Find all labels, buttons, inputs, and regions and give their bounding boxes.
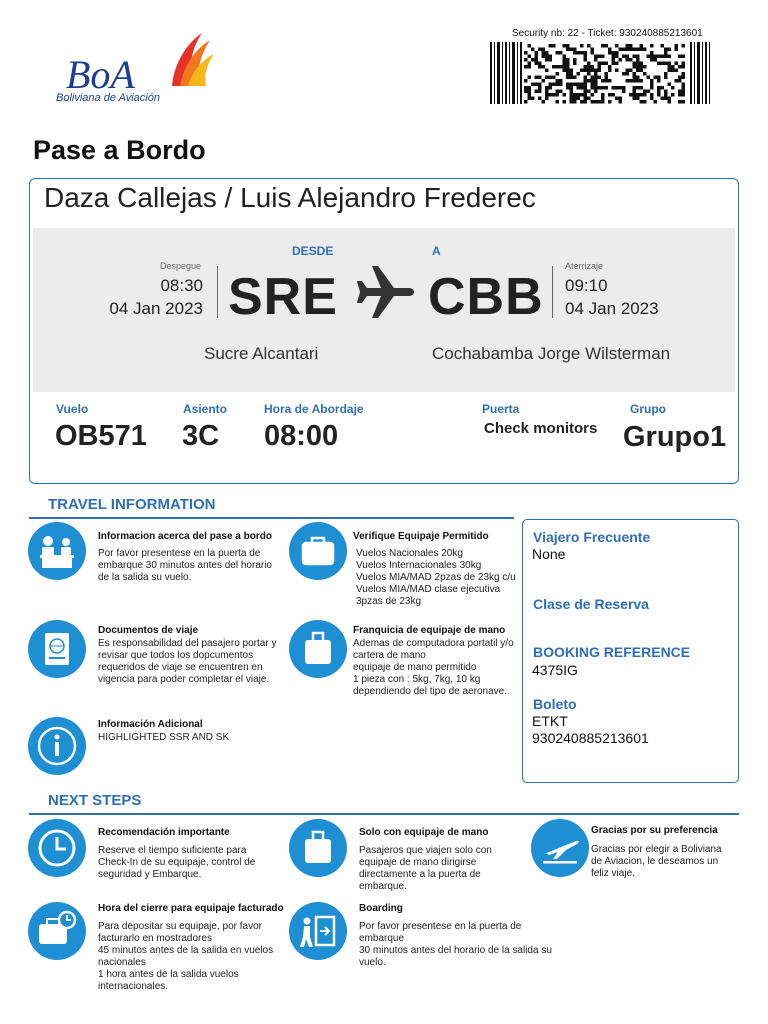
- booking-reference-label: BOOKING REFERENCE: [533, 644, 691, 660]
- hand-luggage-icon: [289, 819, 347, 877]
- item-title: Documentos de viaje: [98, 625, 199, 636]
- passenger-name: Daza Callejas / Luis Alejandro Frederec: [44, 182, 536, 213]
- seat-label: Asiento: [183, 402, 228, 416]
- to-label: A: [432, 244, 441, 258]
- next-steps-rule: [29, 813, 739, 815]
- travel-info-title: TRAVEL INFORMATION: [48, 496, 216, 513]
- boarding-gate-icon: [289, 902, 347, 960]
- departure-time: 08:30: [160, 276, 203, 295]
- item-title: Franquicia de equipaje de mano: [353, 625, 506, 636]
- item-title: Recomendación importante: [98, 827, 230, 838]
- passport-icon: [28, 620, 86, 678]
- booking-class-label: Clase de Reserva: [533, 596, 649, 612]
- item-text: Para depositar su equipaje, por favor facturarlo en mostradores 45 minutos antes de la salida en vuelos nacionales 1 hora antes de la salida vuelos internacionales.: [98, 921, 274, 992]
- group-label: Grupo: [630, 402, 666, 416]
- security-ticket-text: Security nb: 22 - Ticket: 930240885213601: [512, 28, 703, 39]
- item-text: Ademas de computadora portatil y/o cartera de mano equipaje de mano permitido 1 pieza con : 5kg, 7kg, 10 kg dependiendo del tipo de aeronave.: [353, 638, 514, 697]
- check-in-desk-icon: [28, 522, 86, 580]
- item-text: Gracias por elegir a Boliviana de Aviacion, le deseamos un feliz viaje.: [591, 844, 722, 879]
- from-label: DESDE: [292, 244, 334, 258]
- baggage-clock-icon: [28, 902, 86, 960]
- arrival-label: Aterrizaje: [565, 261, 604, 271]
- departure-divider: [217, 266, 218, 318]
- item-text: Pasajeros que viajen solo con equipaje de mano dirigirse directamente a la puerta de embarque.: [359, 845, 492, 892]
- flight-label: Vuelo: [56, 402, 89, 416]
- item-text: Vuelos Nacionales 20kg Vuelos Internacionales 30kg Vuelos MIA/MAD 2pzas de 23kg c/u Vuelos MIA/MAD clase ejecutiva 3pzas de 23kg: [356, 548, 516, 607]
- info-icon: [28, 717, 86, 775]
- page-title: Pase a Bordo: [33, 135, 206, 165]
- ticket-label: Boleto: [533, 696, 577, 712]
- origin-city: Sucre Alcantari: [204, 344, 319, 363]
- next-steps-title: NEXT STEPS: [48, 792, 142, 809]
- departure-date: 04 Jan 2023: [109, 299, 203, 318]
- boarding-time-label: Hora de Abordaje: [264, 402, 364, 416]
- boa-logo: [52, 28, 222, 112]
- ticket-number: 930240885213601: [532, 730, 649, 746]
- arrival-date: 04 Jan 2023: [565, 299, 659, 318]
- item-title: Información Adicional: [98, 719, 203, 730]
- destination-city: Cochabamba Jorge Wilsterman: [432, 344, 671, 363]
- item-title: Boarding: [359, 903, 403, 914]
- qr-barcode: [490, 42, 710, 104]
- group-value: Grupo1: [623, 421, 727, 453]
- item-text: Es responsabilidad del pasajero portar y revisar que todos los dopcumentos requeridos de viaje se encuentren en vigencia para poder completar el viaje.: [98, 638, 277, 685]
- clock-icon: [28, 819, 86, 877]
- arrival-time: 09:10: [565, 276, 608, 295]
- boarding-time-value: 08:00: [264, 420, 339, 452]
- airplane-icon: [354, 260, 418, 324]
- gate-value: Check monitors: [484, 420, 598, 437]
- travel-info-rule: [29, 517, 514, 519]
- booking-reference-value: 4375IG: [532, 662, 578, 678]
- item-text: HIGHLIGHTED SSR AND SK: [98, 732, 230, 743]
- brand-tagline: Boliviana de Aviación: [56, 92, 160, 104]
- item-title: Hora del cierre para equipaje facturado: [98, 903, 284, 914]
- hand-luggage-icon: [289, 620, 347, 678]
- destination-code: CBB: [428, 268, 544, 326]
- item-text: Por favor presentese en la puerta de embarque 30 minutos antes del horario de la salida su vuelo.: [359, 921, 552, 968]
- departure-label: Despegue: [160, 261, 202, 271]
- origin-code: SRE: [228, 268, 338, 326]
- frequent-flyer-value: None: [532, 546, 566, 562]
- ticket-type: ETKT: [532, 713, 568, 729]
- suitcase-icon: [289, 522, 347, 580]
- boa-flame-logo-icon: [52, 28, 222, 98]
- frequent-flyer-label: Viajero Frecuente: [533, 529, 651, 545]
- plane-takeoff-icon: [531, 819, 589, 877]
- seat-value: 3C: [182, 420, 220, 452]
- arrival-divider: [552, 266, 553, 318]
- gate-label: Puerta: [482, 402, 520, 416]
- item-title: Verifique Equipaje Permitido: [353, 531, 489, 542]
- item-title: Informacion acerca del pase a bordo: [98, 531, 272, 542]
- item-title: Gracias por su preferencia: [591, 825, 718, 836]
- flight-number: OB571: [55, 420, 147, 452]
- svg-text:BoA: BoA: [66, 52, 135, 97]
- item-text: Por favor presentese en la puerta de embarque 30 minutos antes del horario de la salida su vuelo.: [98, 548, 272, 583]
- item-text: Reserve el tiempo suficiente para Check-In de su equipaje, control de seguridad y Embarque.: [98, 845, 256, 880]
- item-title: Solo con equipaje de mano: [359, 827, 489, 838]
